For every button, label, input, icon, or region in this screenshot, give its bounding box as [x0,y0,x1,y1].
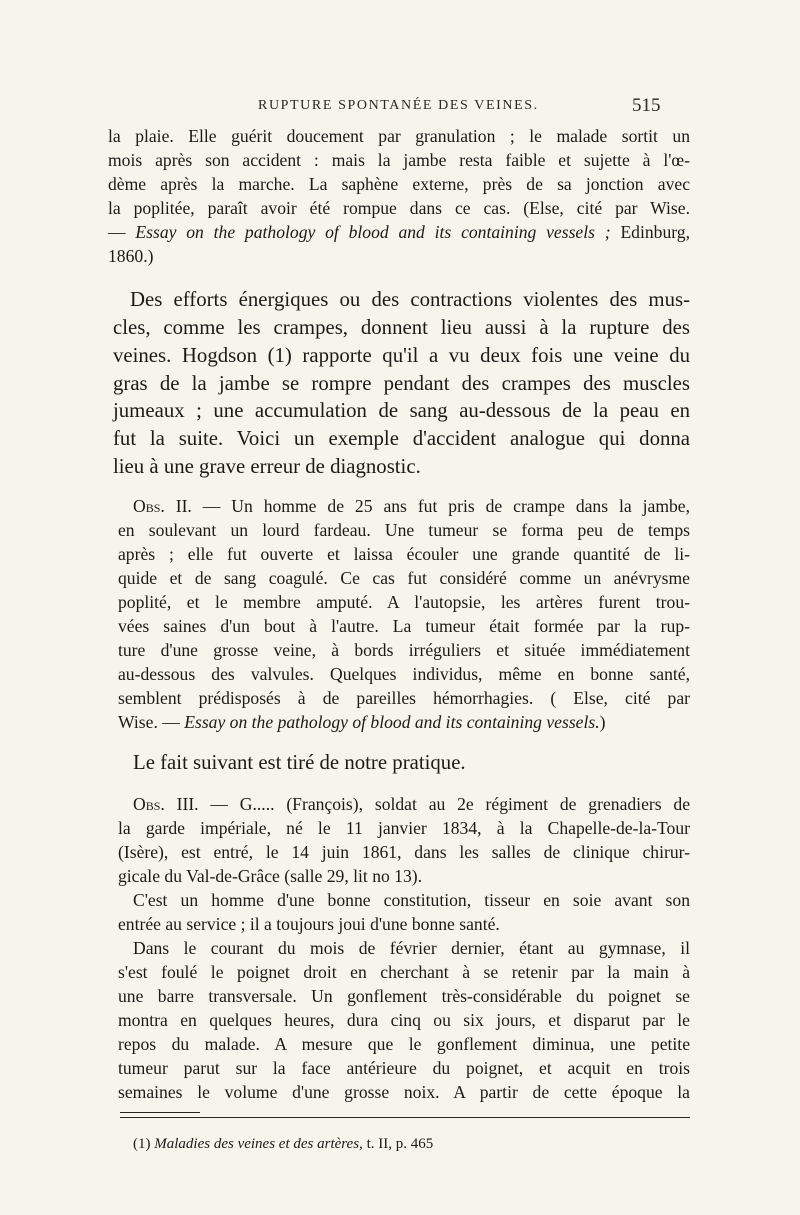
text-line: gicale du Val-de-Grâce (salle 29, lit no 13). [118,866,423,886]
running-head-title: RUPTURE SPONTANÉE DES VEINES. [258,98,539,113]
text-line: ture d'une grosse veine, à bords irréguliers et située immédiatement [118,640,690,660]
text-line: quide et de sang coagulé. Ce cas fut considéré comme un anévrysme [118,568,690,588]
page-number: 515 [632,95,661,116]
text-line: veines. Hogdson (1) rapporte qu'il a vu deux fois une veine du [113,344,690,367]
text-line: au-dessous des valvules. Quelques individus, même en bonne santé, [118,664,690,684]
citation-title: Essay on the pathology of blood and its containing vessels ; [135,222,611,242]
citation-line [118,712,605,735]
text-line: poplité, et le membre amputé. A l'autopsie, les artères furent trou- [118,592,690,612]
text-line: la plaie. Elle guérit doucement par granulation ; le malade sortit un [108,126,690,146]
citation-title: Essay on the pathology of blood and its containing vessels. [184,712,600,732]
obs-text: — G..... (François), soldat au 2e régiment de grenadiers de [198,794,691,814]
text-line: fut la suite. Voici un exemple d'accident analogue qui donna [113,427,690,450]
obs-text: — Un homme de 25 ans fut pris de crampe dans la jambe, [191,496,691,516]
text-line: en soulevant un lourd fardeau. Une tumeur se forma peu de temps [118,520,690,540]
text-line: après ; elle fut ouverte et laissa écouler une grande quantité de li- [118,544,690,564]
text-line: la garde impériale, né le 11 janvier 1834, à la Chapelle-de-la-Tour [118,818,690,838]
text-line: gras de la jambe se rompre pendant des crampes des muscles [113,372,690,395]
text-line: C'est un homme d'une bonne constitution, tisseur en soie avant son [133,890,690,910]
text-line: lieu à une grave erreur de diagnostic. [113,455,421,478]
footnote-title: Maladies des veines et des artères, [154,1136,363,1152]
text-line: vées saines d'un bout à l'autre. La tumeur était formée par la rup- [118,616,690,636]
citation-prefix: Wise. — [118,712,185,732]
text-line: dème après la marche. La saphène externe, près de sa jonction avec [108,174,690,194]
obs-label: Obs. III. [133,794,199,814]
text-line: repos du malade. A mesure que le gonflement diminua, une petite [118,1034,690,1054]
footnote-divider-short [120,1112,200,1113]
text-line: une barre transversale. Un gonflement très-considérable du poignet se [118,986,690,1006]
citation-line [108,222,690,245]
text-line: 1860.) [108,246,154,266]
obs-first-line [133,496,690,519]
text-line: la poplitée, paraît avoir été rompue dans ce cas. (Else, cité par Wise. [108,198,690,218]
footnote-reference: t. II, p. 465 [362,1136,434,1152]
text-line: cles, comme les crampes, donnent lieu aussi à la rupture des [113,316,690,339]
text-line: s'est foulé le poignet droit en cherchant à se retenir par la main à [118,962,690,982]
obs-first-line [133,794,690,817]
text-line: semblent prédisposés à de pareilles hémorrhagies. ( Else, cité par [118,688,690,708]
footnote-number: (1) [133,1136,151,1152]
text-line: mois après son accident : mais la jambe resta faible et sujette à l'œ- [108,150,690,170]
text-line: Dans le courant du mois de février dernier, étant au gymnase, il [133,938,690,958]
text-line: semaines le volume d'une grosse noix. A partir de cette époque la [118,1082,690,1102]
footnote-divider [120,1117,690,1118]
text-line: Des efforts énergiques ou des contractions violentes des mus- [130,288,690,311]
citation-prefix: — [108,222,136,242]
obs-label: Obs. II. [133,496,192,516]
running-head [0,95,800,118]
text-line: entrée au service ; il a toujours joui d'une bonne santé. [118,914,500,934]
text-line: tumeur parut sur la face antérieure du poignet, et acquit en trois [118,1058,690,1078]
citation-suffix: Edinburg, [610,222,690,242]
text-line: montra en quelques heures, dura cinq ou six jours, et disparut par le [118,1010,690,1030]
intro-text: Le fait suivant est tiré de notre pratique. [133,751,466,774]
footnote [133,1136,433,1153]
citation-suffix: ) [599,712,606,732]
text-line: (Isère), est entré, le 14 juin 1861, dans les salles de clinique chirur- [118,842,690,862]
text-line: jumeaux ; une accumulation de sang au-dessous de la peau en [113,399,690,422]
